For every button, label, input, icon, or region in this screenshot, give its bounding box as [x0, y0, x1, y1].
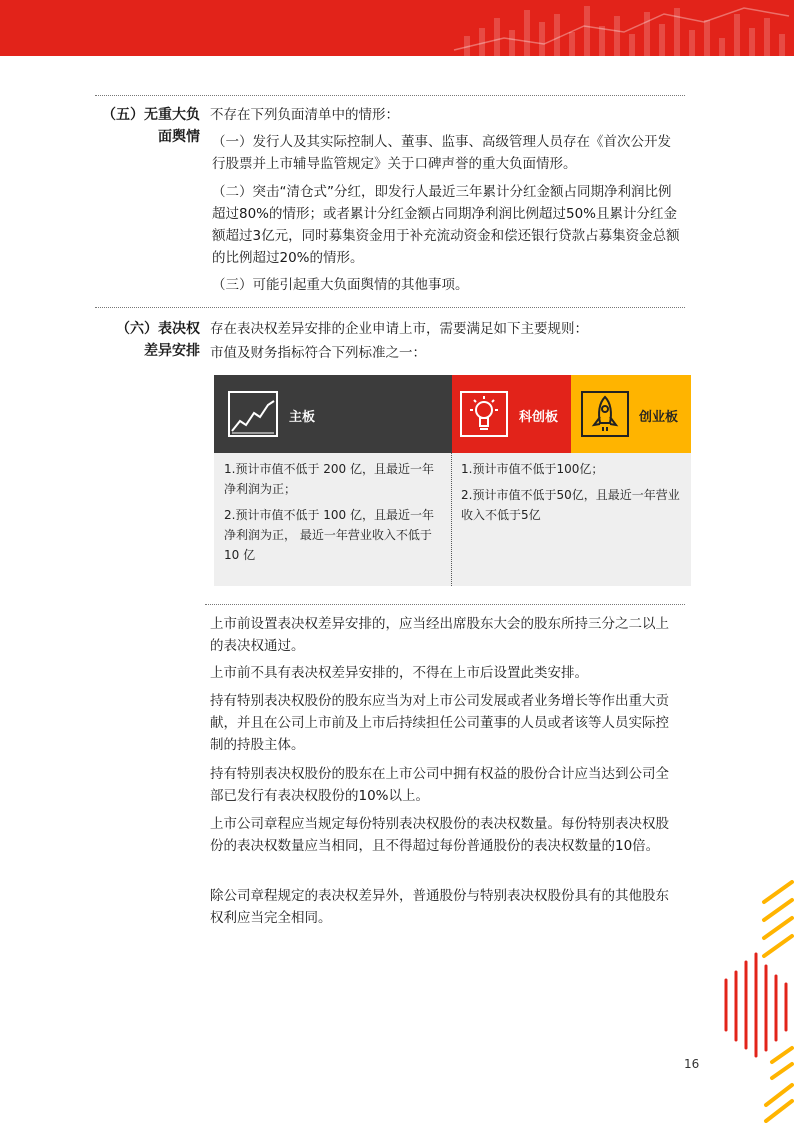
section-5-intro: 不存在下列负面清单中的情形：: [210, 107, 399, 123]
star-market-label: 科创板: [519, 410, 559, 425]
divider: [205, 604, 685, 605]
section-6-sub: 市值及财务指标符合下列标准之一：: [210, 345, 426, 361]
section-6-heading-line1: （六）表决权: [116, 321, 200, 337]
rule-6: 除公司章程规定的表决权差异外，普通股份与特别表决权股份具有的其他股东权利应当完全相同。: [210, 888, 669, 926]
star-chinext-criterion-1: 1.预计市值不低于100亿；: [461, 462, 604, 476]
section-5-heading: [100, 104, 200, 148]
chinext-label: 创业板: [639, 410, 679, 425]
section-6-heading-line2: 差异安排: [144, 343, 200, 359]
main-board-criterion-2: 2.预计市值不低于 100 亿，且最近一年净利润为正， 最近一年营业收入不低于 10 亿: [224, 508, 434, 562]
main-board-criterion-1: 1.预计市值不低于 200 亿，且最近一年净利润为正；: [224, 462, 434, 496]
section-5-item-2: （二）突击“清仓式”分红，即发行人最近三年累计分红金额占同期净利润比例超过80%的情形；或者累计分红金额占同期净利润比例超过50%且累计分红金额超过3亿元，同时募集资金用于补充流动资金和偿还银行贷款占募集资金总额的比例超过20%的情形。: [212, 184, 680, 266]
main-board-header: [214, 375, 452, 453]
page-number: 16: [684, 1057, 700, 1071]
divider: [95, 95, 685, 96]
rule-4: 持有特别表决权股份的股东在上市公司中拥有权益的股份合计应当达到公司全部已发行有表决权股份的10%以上。: [210, 766, 669, 804]
main-board-criteria: [214, 453, 452, 586]
rocket-icon: [581, 391, 629, 441]
section-6-intro: 存在表决权差异安排的企业申请上市，需要满足如下主要规则：: [210, 321, 588, 337]
lightbulb-icon: [460, 391, 508, 441]
star-market-header: [452, 375, 571, 453]
rule-2: 上市前不具有表决权差异安排的，不得在上市后设置此类安排。: [210, 665, 588, 681]
rule-5: 上市公司章程应当规定每份特别表决权股份的表决权数量。每份特别表决权股份的表决权数量应当相同，且不得超过每份普通股份的表决权数量的10倍。: [210, 816, 669, 854]
chinext-header: [571, 375, 691, 453]
section-6-heading: [100, 318, 200, 362]
star-chinext-criteria: [452, 453, 691, 586]
rule-3: 持有特别表决权股份的股东应当为对上市公司发展或者业务增长等作出重大贡献，并且在公司上市前及上市后持续担任公司董事的人员或者该等人员实际控制的持股主体。: [210, 693, 669, 753]
header-chart-decoration: [434, 0, 794, 56]
corner-stripes-decoration: [714, 880, 794, 1123]
main-board-label: 主板: [289, 410, 316, 425]
star-chinext-criterion-2: 2.预计市值不低于50亿，且最近一年营业收入不低于5亿: [461, 488, 680, 522]
chart-icon: [228, 391, 278, 441]
section-5-heading-line1: （五）无重大负: [102, 107, 200, 123]
header-band: [0, 0, 794, 56]
market-criteria-table: [214, 375, 691, 586]
section-5-item-1: （一）发行人及其实际控制人、董事、监事、高级管理人员存在《首次公开发行股票并上市辅导监管规定》关于口碑声誉的重大负面情形。: [212, 134, 671, 172]
section-5-item-3: （三）可能引起重大负面舆情的其他事项。: [212, 277, 469, 293]
divider: [95, 307, 685, 308]
section-5-heading-line2: 面舆情: [158, 129, 200, 145]
rule-1: 上市前设置表决权差异安排的，应当经出席股东大会的股东所持三分之二以上的表决权通过。: [210, 616, 669, 654]
